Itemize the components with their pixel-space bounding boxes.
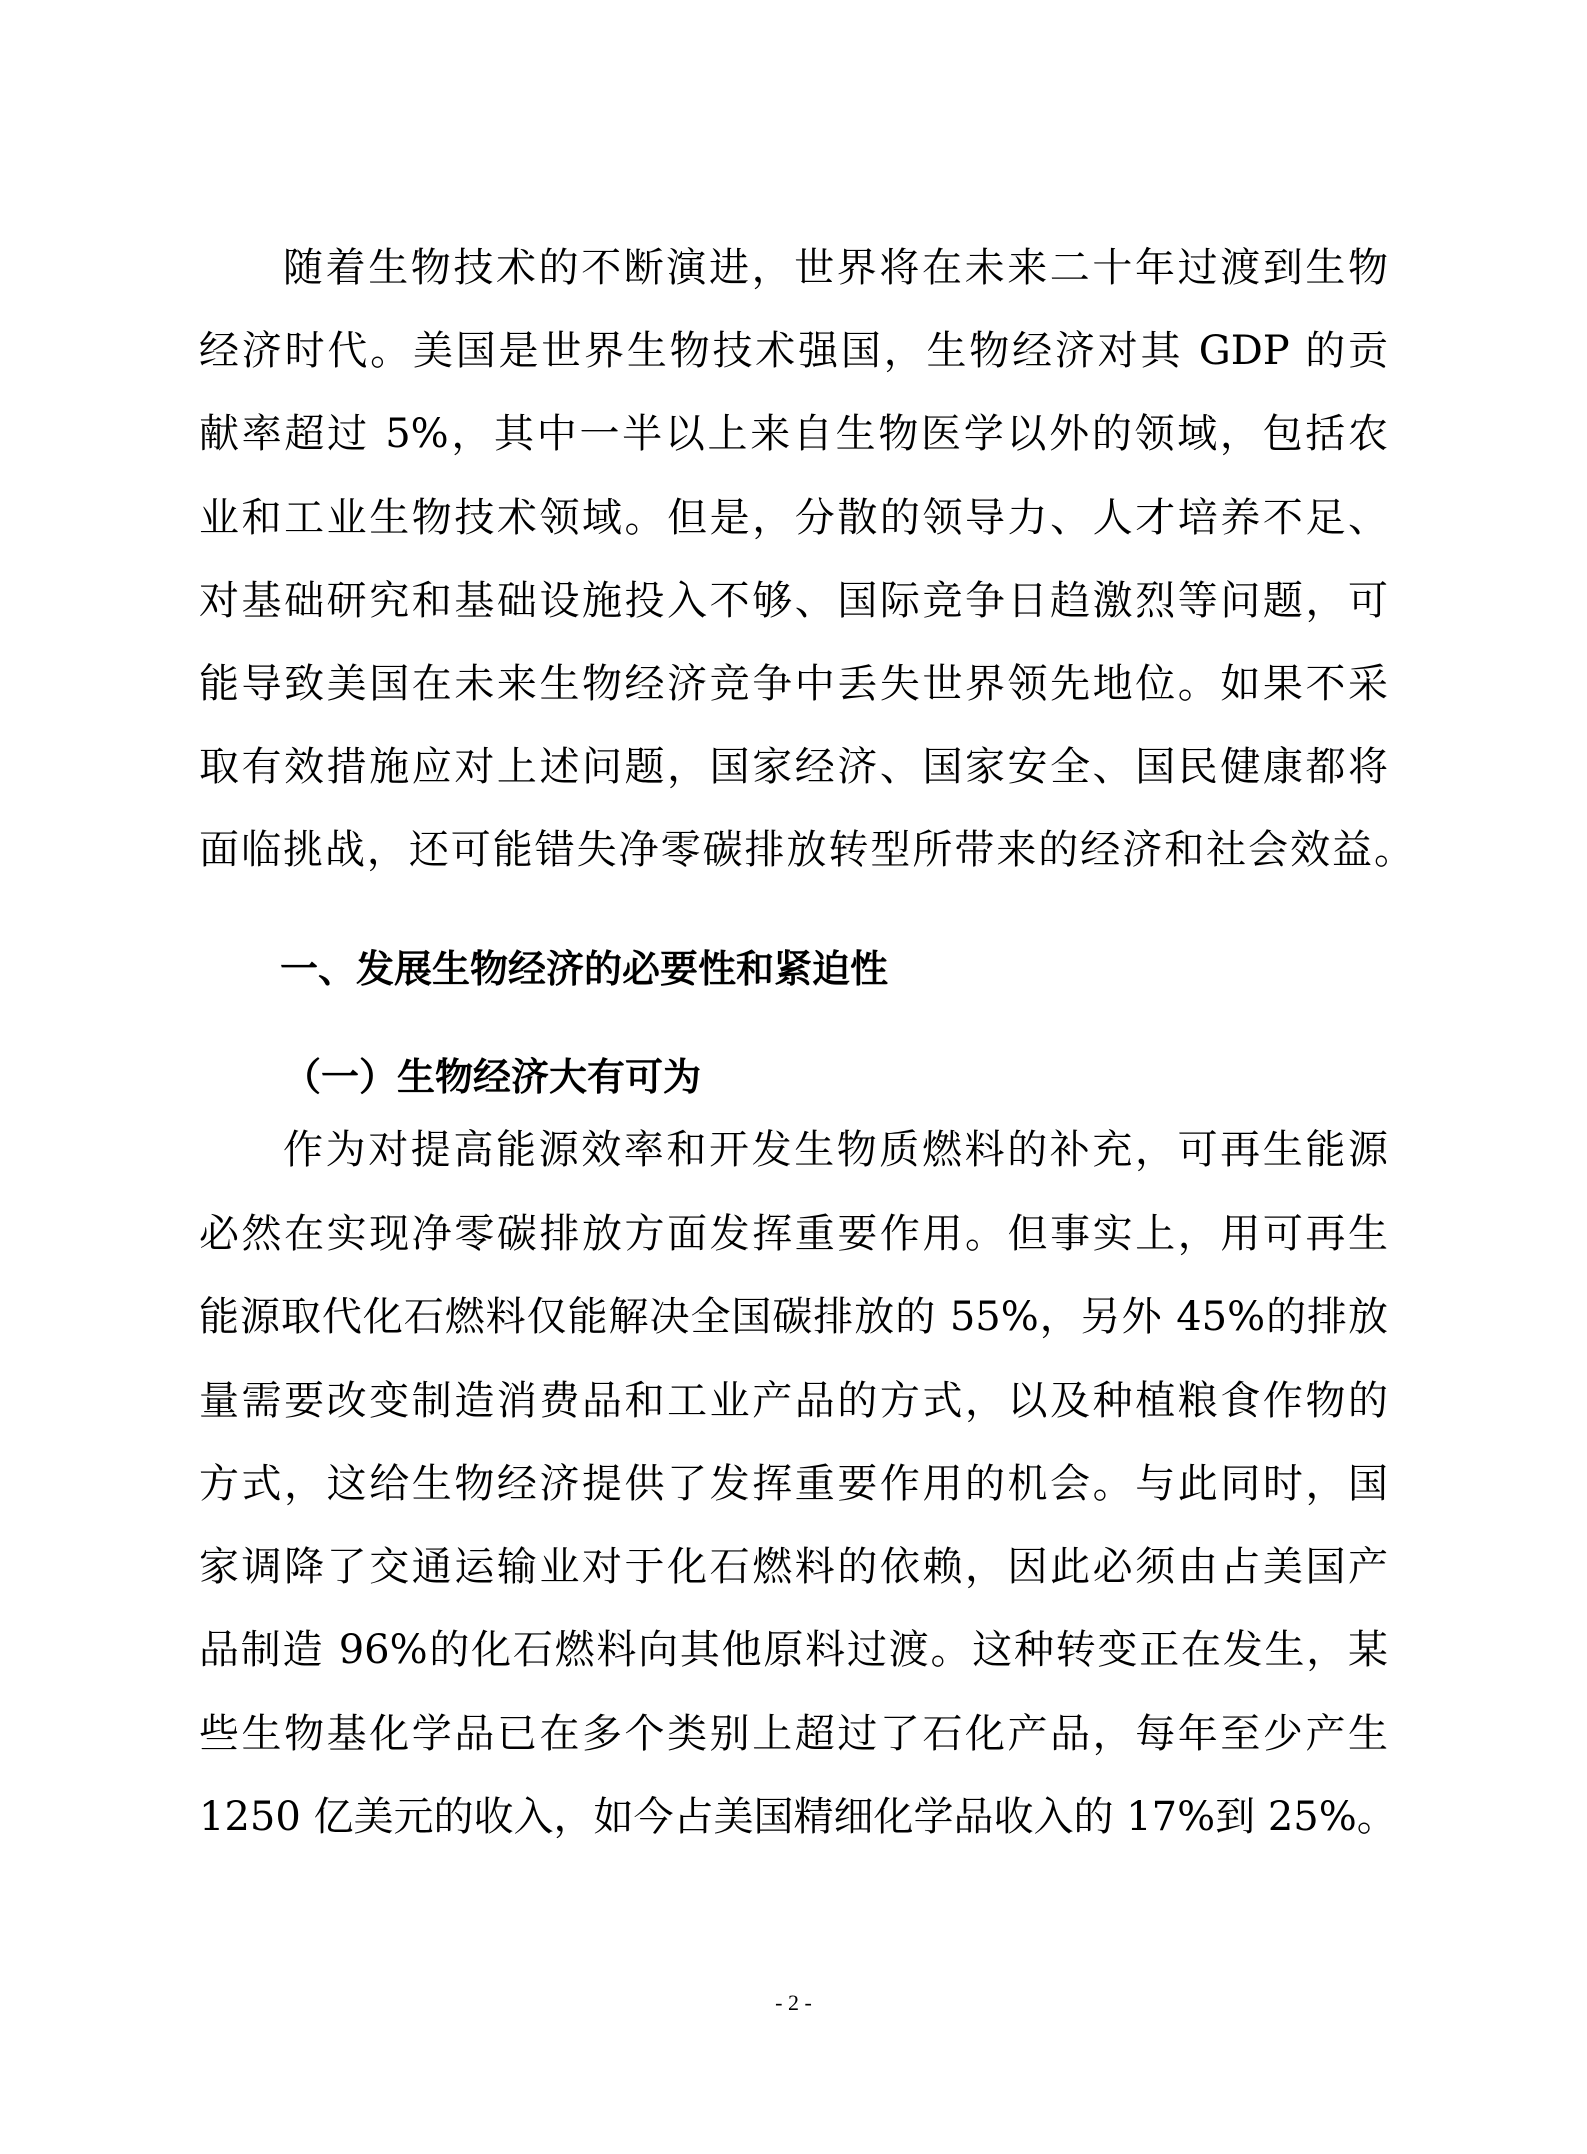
text-line: 必然在实现净零碳排放方面发挥重要作用。但事实上，用可再生 — [199, 1211, 1388, 1257]
text-line: 1250 亿美元的收入，如今占美国精细化学品收入的 17%到 25%。 — [199, 1794, 1397, 1840]
text-line: 量需要改变制造消费品和工业产品的方式，以及种植粮食作物的 — [199, 1378, 1388, 1424]
text-line: 经济时代。美国是世界生物技术强国，生物经济对其 GDP 的贡 — [199, 328, 1388, 374]
page-number: - 2 - — [775, 1990, 812, 2015]
text-line: 家调降了交通运输业对于化石燃料的依赖，因此必须由占美国产 — [199, 1544, 1388, 1590]
text-line: 对基础研究和基础设施投入不够、国际竞争日趋激烈等问题，可 — [199, 578, 1388, 624]
text-line: 能导致美国在未来生物经济竞争中丢失世界领先地位。如果不采 — [199, 661, 1388, 707]
text-line: 随着生物技术的不断演进，世界将在未来二十年过渡到生物 — [283, 245, 1388, 291]
text-line: 品制造 96%的化石燃料向其他原料过渡。这种转变正在发生，某 — [199, 1627, 1388, 1673]
text-line: 献率超过 5%，其中一半以上来自生物医学以外的领域，包括农 — [199, 411, 1388, 457]
text-line: 方式，这给生物经济提供了发挥重要作用的机会。与此同时，国 — [199, 1461, 1388, 1507]
text-line: 面临挑战，还可能错失净零碳排放转型所带来的经济和社会效益。 — [199, 827, 1414, 873]
section-heading: 一、发展生物经济的必要性和紧迫性 — [280, 947, 889, 991]
text-line: 能源取代化石燃料仅能解决全国碳排放的 55%，另外 45%的排放 — [199, 1294, 1388, 1340]
text-line: 取有效措施应对上述问题，国家经济、国家安全、国民健康都将 — [199, 744, 1388, 790]
subsection-heading: （一）生物经济大有可为 — [283, 1054, 702, 1099]
text-line: 业和工业生物技术领域。但是，分散的领导力、人才培养不足、 — [199, 495, 1388, 541]
text-line: 作为对提高能源效率和开发生物质燃料的补充，可再生能源 — [283, 1127, 1388, 1173]
text-line: 些生物基化学品已在多个类别上超过了石化产品，每年至少产生 — [199, 1711, 1388, 1757]
